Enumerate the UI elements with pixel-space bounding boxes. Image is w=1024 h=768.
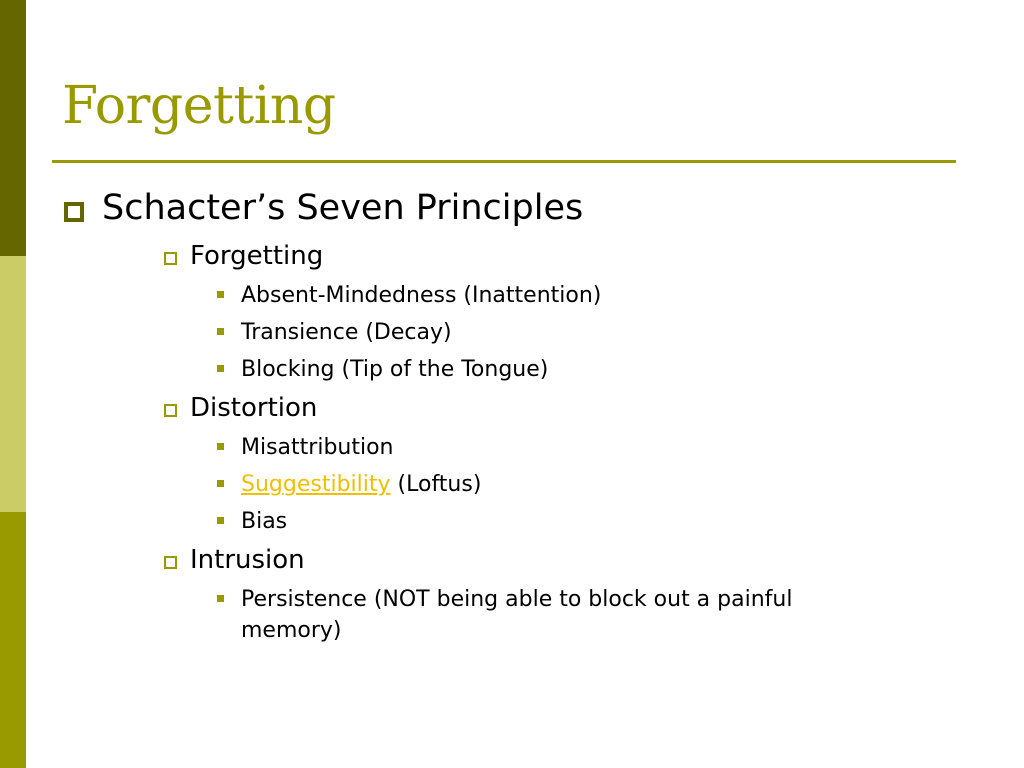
- filled-square-bullet-icon: [217, 595, 224, 602]
- principles-heading: Schacter’s Seven Principles: [102, 188, 584, 228]
- filled-square-bullet-icon: [217, 443, 224, 450]
- list-item-suggestibility: [241, 469, 481, 500]
- group-intrusion-label: Intrusion: [190, 545, 305, 575]
- list-item-misattribution: Misattribution: [241, 435, 394, 460]
- suggestibility-link[interactable]: Suggestibility: [241, 472, 391, 497]
- filled-square-bullet-icon: [217, 480, 224, 487]
- list-item-absent-mindedness: Absent-Mindedness (Inattention): [241, 283, 602, 308]
- square-bullet-icon: [64, 202, 84, 222]
- list-item-persistence-continued: memory): [241, 618, 342, 643]
- hollow-square-bullet-icon: [164, 252, 177, 265]
- group-forgetting-label: Forgetting: [190, 241, 324, 271]
- hollow-square-bullet-icon: [164, 404, 177, 417]
- slide-title: Forgetting: [62, 76, 336, 136]
- list-item-transience: Transience (Decay): [241, 320, 452, 345]
- filled-square-bullet-icon: [217, 328, 224, 335]
- filled-square-bullet-icon: [217, 517, 224, 524]
- list-item-persistence: Persistence (NOT being able to block out a painful: [241, 587, 793, 612]
- hollow-square-bullet-icon: [164, 556, 177, 569]
- filled-square-bullet-icon: [217, 365, 224, 372]
- list-item-blocking: Blocking (Tip of the Tongue): [241, 357, 549, 382]
- list-item-bias: Bias: [241, 509, 288, 534]
- filled-square-bullet-icon: [217, 291, 224, 298]
- loftus-note: (Loftus): [397, 472, 482, 497]
- group-distortion-label: Distortion: [190, 393, 318, 423]
